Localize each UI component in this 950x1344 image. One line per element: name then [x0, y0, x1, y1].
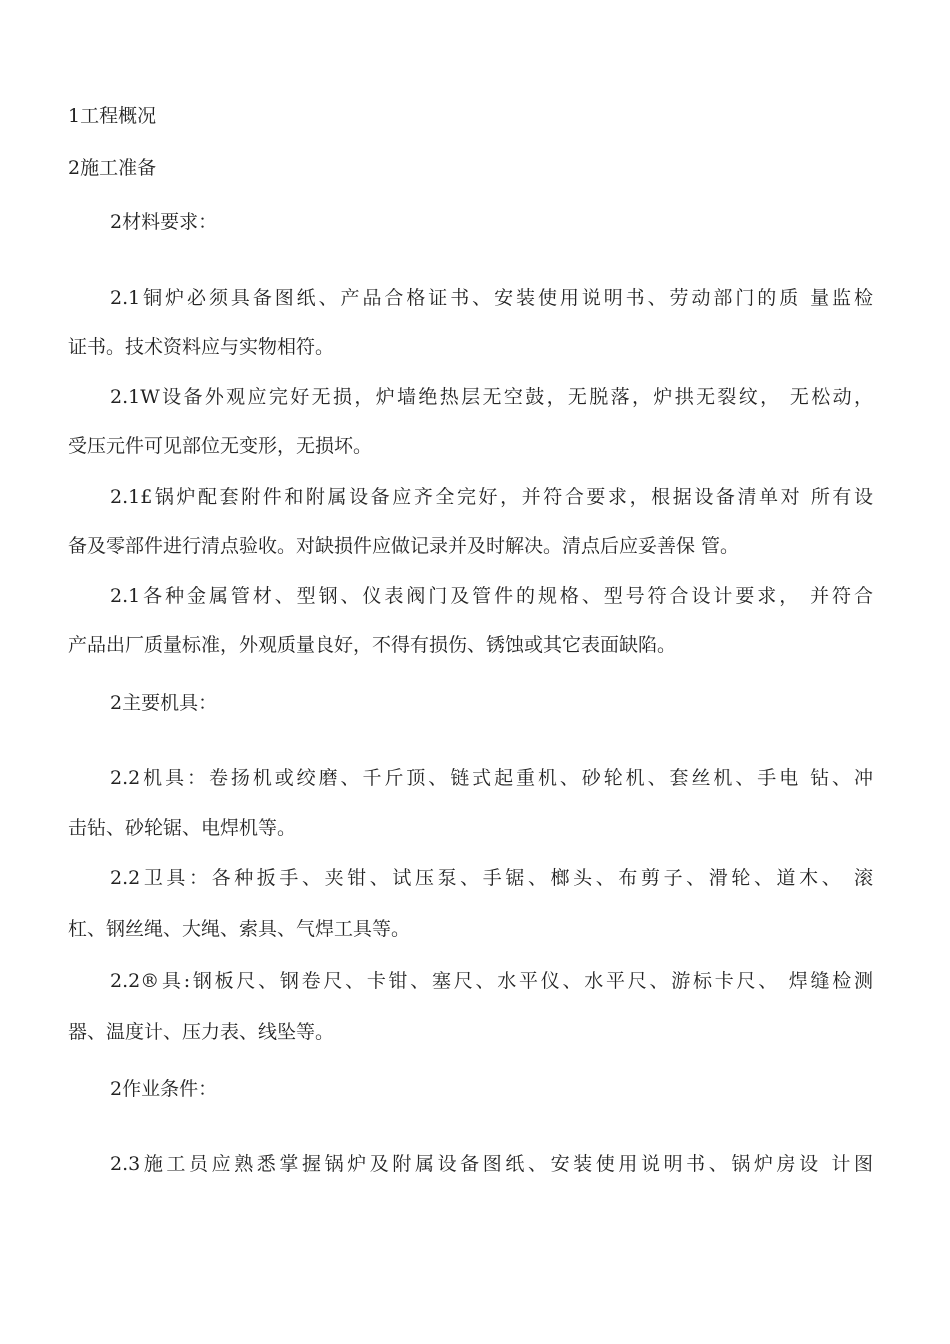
paragraph-line: 2.1各种金属管材、型钢、仪表阀门及管件的规格、型号符合设计要求， 并符合: [110, 585, 873, 607]
heading-project-overview: 1工程概况: [68, 105, 157, 127]
paragraph-line: 2.1铜炉必须具备图纸、产品合格证书、安装使用说明书、劳动部门的质 量监检: [110, 287, 873, 309]
paragraph-line: 击钻、砂轮锯、电焊机等。: [68, 817, 297, 839]
paragraph-line: 2.1£锅炉配套附件和附属设备应齐全完好，并符合要求，根据设备清单对 所有设: [110, 486, 873, 508]
paragraph-line: 2.2机具：卷扬机或绞磨、千斤顶、链式起重机、砂轮机、套丝机、手电 钻、冲: [110, 767, 873, 789]
paragraph-line: 2.2®具:钢板尺、钢卷尺、卡钳、塞尺、水平仪、水平尺、游标卡尺、 焊缝检测: [110, 970, 873, 992]
subheading-working-conditions: 2作业条件：: [110, 1078, 218, 1100]
paragraph-line: 2.1W设备外观应完好无损，炉墙绝热层无空鼓，无脱落，炉拱无裂纹， 无松动，: [110, 386, 873, 408]
subheading-main-tools: 2主要机具：: [110, 692, 218, 714]
paragraph-line: 2.3施工员应熟悉掌握锅炉及附属设备图纸、安装使用说明书、锅炉房设 计图: [110, 1153, 873, 1175]
heading-construction-preparation: 2施工准备: [68, 157, 157, 179]
paragraph-line: 产品出厂质量标准，外观质量良好，不得有损伤、锈蚀或其它表面缺陷。: [68, 634, 677, 656]
paragraph-line: 2.2卫具：各种扳手、夹钳、试压泵、手锯、榔头、布剪子、滑轮、道木、 滚: [110, 867, 873, 889]
subheading-material-requirements: 2材料要求：: [110, 211, 218, 233]
paragraph-line: 杠、钢丝绳、大绳、索具、气焊工具等。: [68, 918, 411, 940]
paragraph-line: 器、温度计、压力表、线坠等。: [68, 1021, 335, 1043]
paragraph-line: 证书。技术资料应与实物相符。: [68, 336, 335, 358]
paragraph-line: 备及零部件进行清点验收。对缺损件应做记录并及时解决。清点后应妥善保 管。: [68, 535, 740, 557]
paragraph-line: 受压元件可见部位无变形，无损坏。: [68, 435, 373, 457]
